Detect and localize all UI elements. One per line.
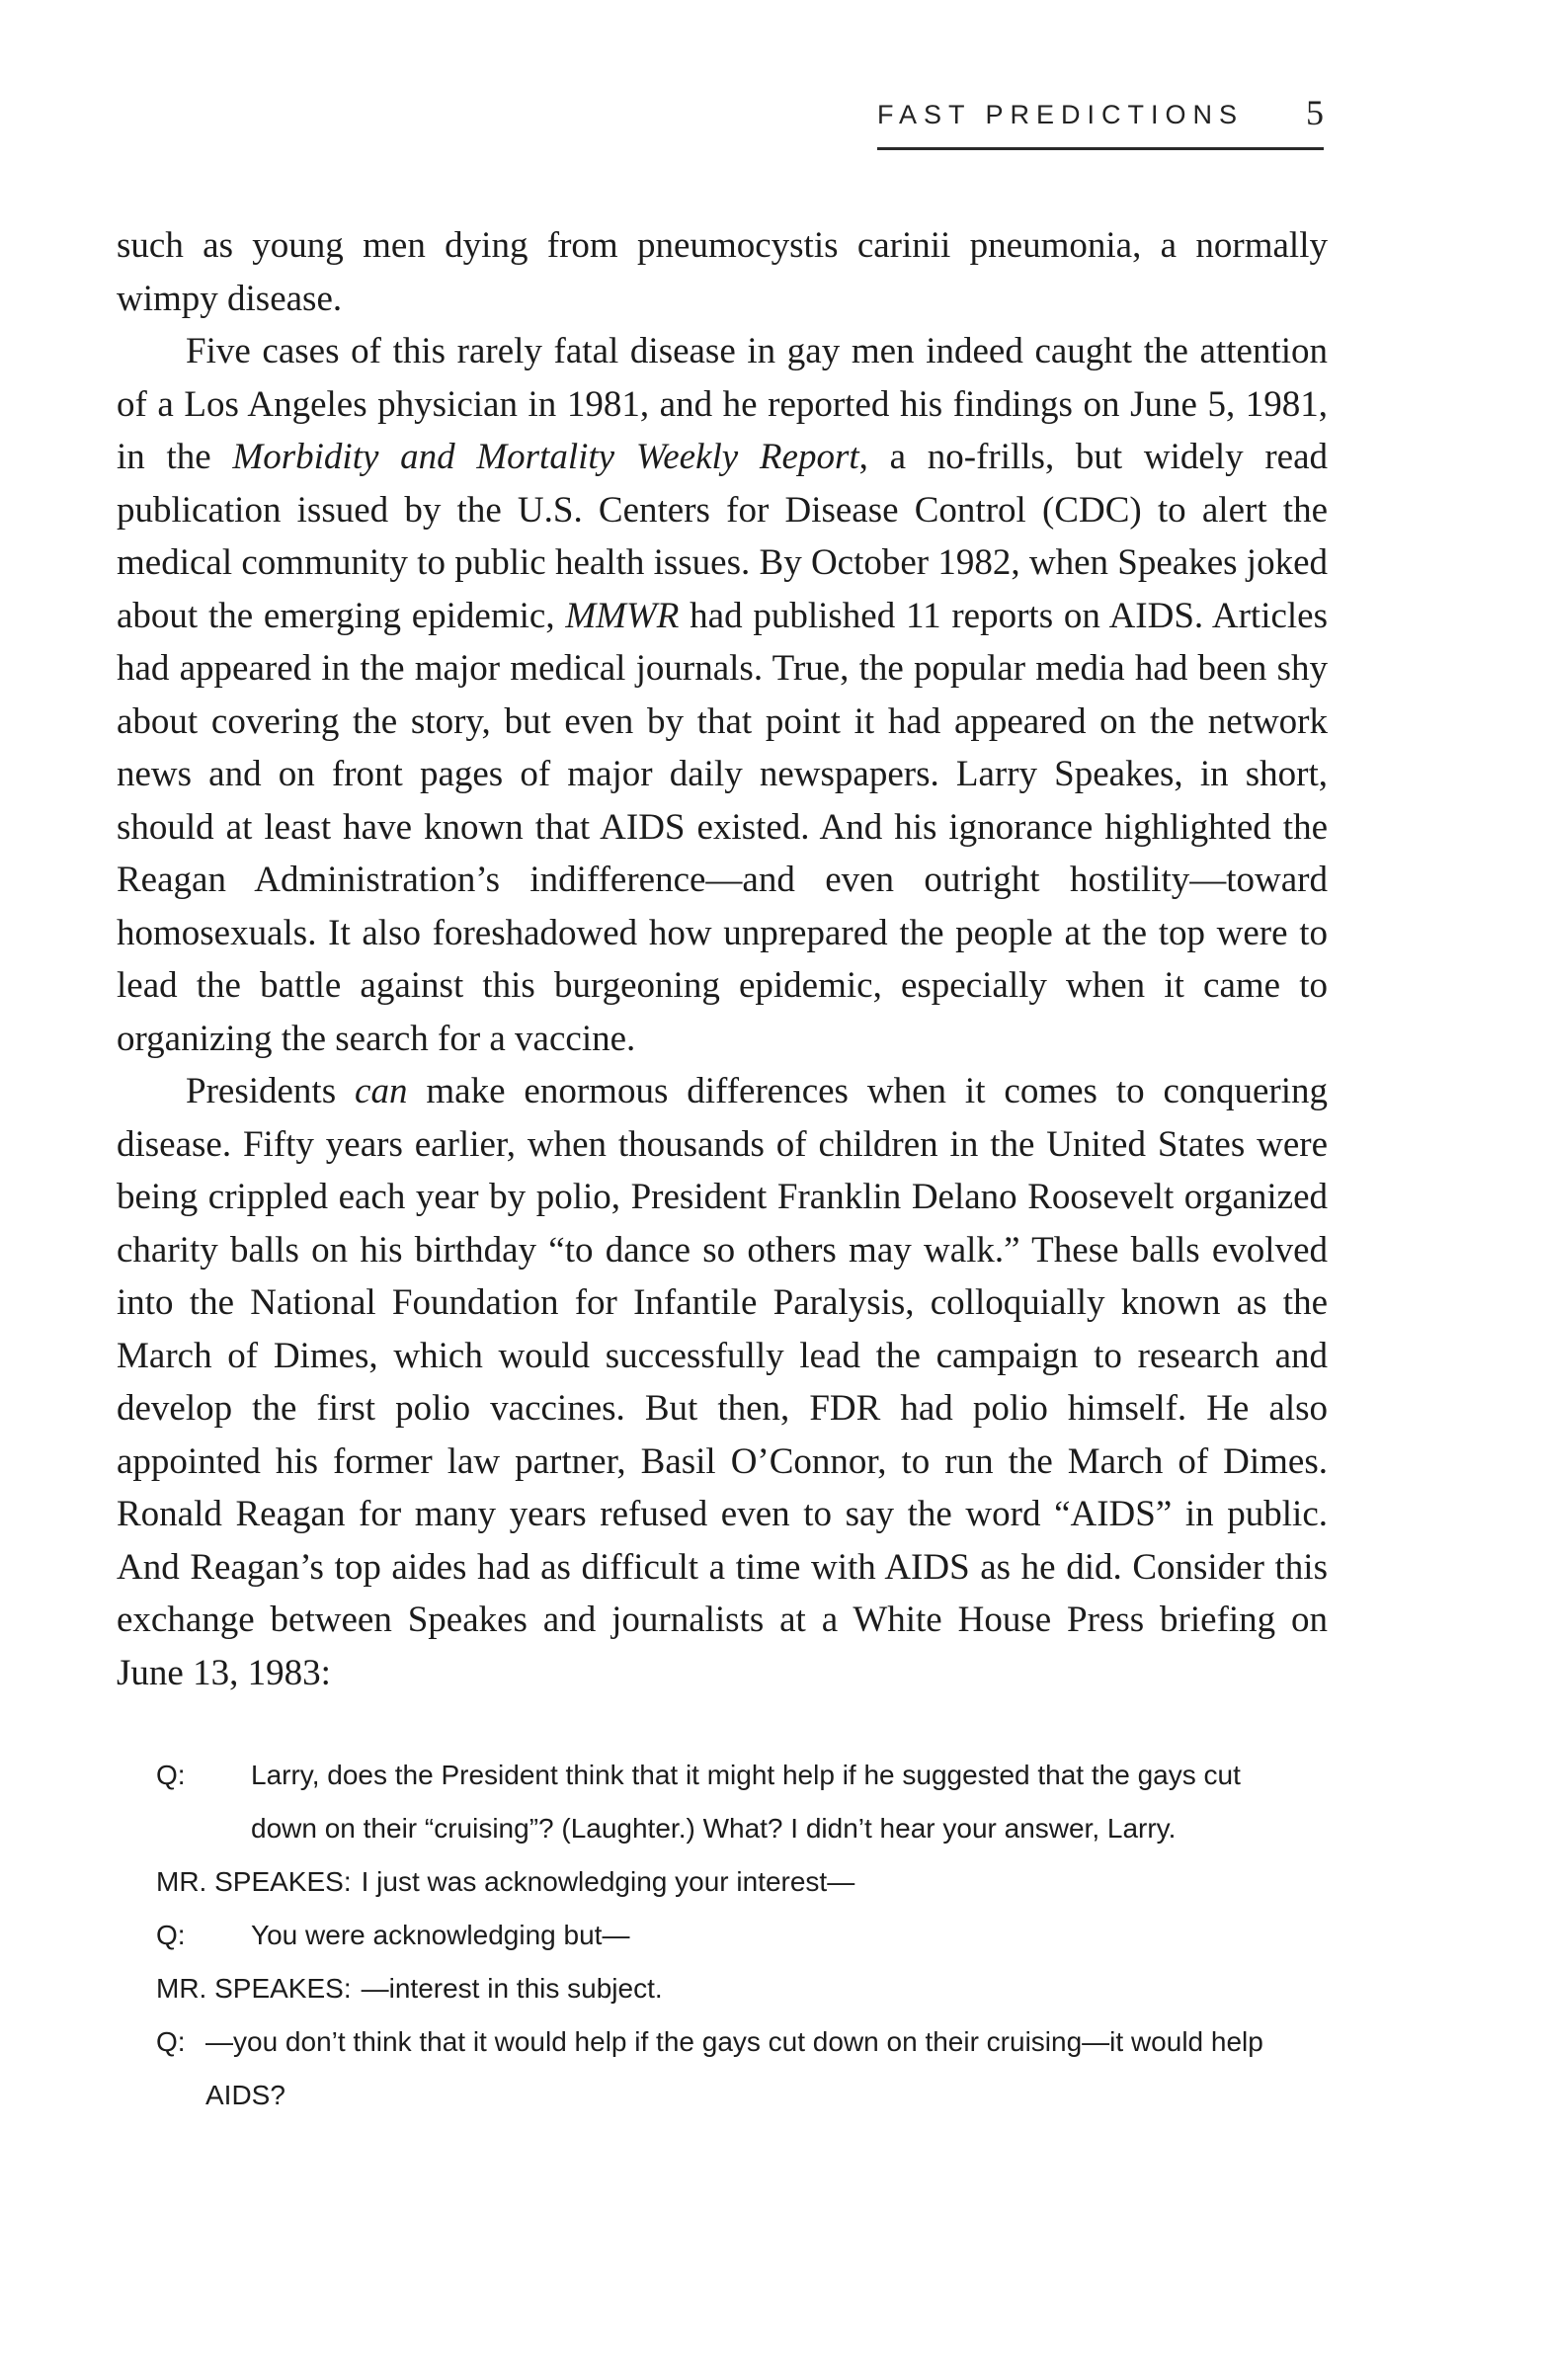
transcript-turn bbox=[156, 1749, 1282, 1855]
speaker-label: MR. SPEAKES: bbox=[156, 1973, 352, 2004]
text-run: Five cases of this rarely fatal disease in gay men indeed caught the attention of a Los Angeles physician in 1981, and he reported his findings on June 5, 1981, in the bbox=[117, 331, 1328, 477]
speaker-label: Q: bbox=[156, 1920, 186, 1950]
running-head bbox=[877, 94, 1324, 150]
speaker-label: MR. SPEAKES: bbox=[156, 1866, 352, 1897]
paragraph bbox=[117, 325, 1328, 1065]
turn-text: I just was acknowledging your interest— bbox=[361, 1866, 855, 1897]
turn-text: —interest in this subject. bbox=[361, 1973, 663, 2004]
turn-text: —you don’t think that it would help if the gays cut down on their cruising—it would help AIDS? bbox=[205, 2026, 1263, 2110]
paragraph bbox=[117, 219, 1328, 325]
text-run: make enormous differences when it comes to conquering disease. Fifty years earlier, when thousands of children in the United States were being crippled each year by polio, President Franklin Delano Roosevelt organized charity balls on his birthday “to dance so others may walk.” These balls evolved into the National Foundation for Infantile Paralysis, colloquially known as the March of Dimes, which would successfully lead the campaign to research and develop the first polio vaccines. But then, FDR had polio himself. He also appointed his former law partner, Basil O’Connor, to run the March of Dimes. Ronald Reagan for many years refused even to say the word “AIDS” in public. And Reagan’s top aides had as difficult a time with AIDS as he did. Consider this exchange between Speakes and journalists at a White House Press briefing on June 13, 1983: bbox=[117, 1071, 1328, 1693]
transcript-turn bbox=[156, 1855, 1282, 1909]
text-run: Presidents bbox=[186, 1071, 356, 1111]
text-run: had published 11 reports on AIDS. Articles had appeared in the major medical journals. True, the popular media had been shy about covering the story, but even by that point it had appeared on the network news and on front pages of major daily newspapers. Larry Speakes, in short, should at least have known that AIDS existed. And his ignorance highlighted the Reagan Administration’s indifference—and even outright hostility—toward homosexuals. It also foreshadowed how unprepared the people at the top were to lead the battle against this burgeoning epidemic, especially when it came to organizing the search for a vaccine. bbox=[117, 595, 1328, 1059]
text-run: , a no-frills, but widely read publication issued by the U.S. Centers for Disease Control (CDC) to alert the medical community to public health issues. By October 1982, when Speakes joked about the emerging epidemic, bbox=[117, 437, 1328, 636]
speaker-label: Q: bbox=[156, 1760, 186, 1790]
transcript-turn bbox=[156, 1909, 1282, 1962]
turn-text: You were acknowledging but— bbox=[251, 1920, 630, 1950]
transcript-turn bbox=[156, 1962, 1282, 2015]
italic-emphasis: can bbox=[355, 1071, 408, 1111]
turn-text: Larry, does the President think that it might help if he suggested that the gays cut down on their “cruising”? (Laughter.) What? I didn’t hear your answer, Larry. bbox=[251, 1760, 1241, 1844]
paragraph bbox=[117, 1065, 1328, 1699]
running-title: FAST PREDICTIONS bbox=[877, 100, 1245, 129]
page-number: 5 bbox=[1306, 93, 1324, 132]
italic-abbreviation: MMWR bbox=[565, 595, 680, 636]
speaker-label: Q: bbox=[156, 2026, 186, 2057]
text-run: such as young men dying from pneumocystis carinii pneumonia, a normally wimpy disease. bbox=[117, 225, 1328, 319]
press-briefing-transcript bbox=[156, 1749, 1282, 2122]
body-text bbox=[117, 219, 1328, 1699]
italic-title: Morbidity and Mortality Weekly Report bbox=[232, 437, 859, 477]
transcript-turn bbox=[156, 2015, 1282, 2122]
